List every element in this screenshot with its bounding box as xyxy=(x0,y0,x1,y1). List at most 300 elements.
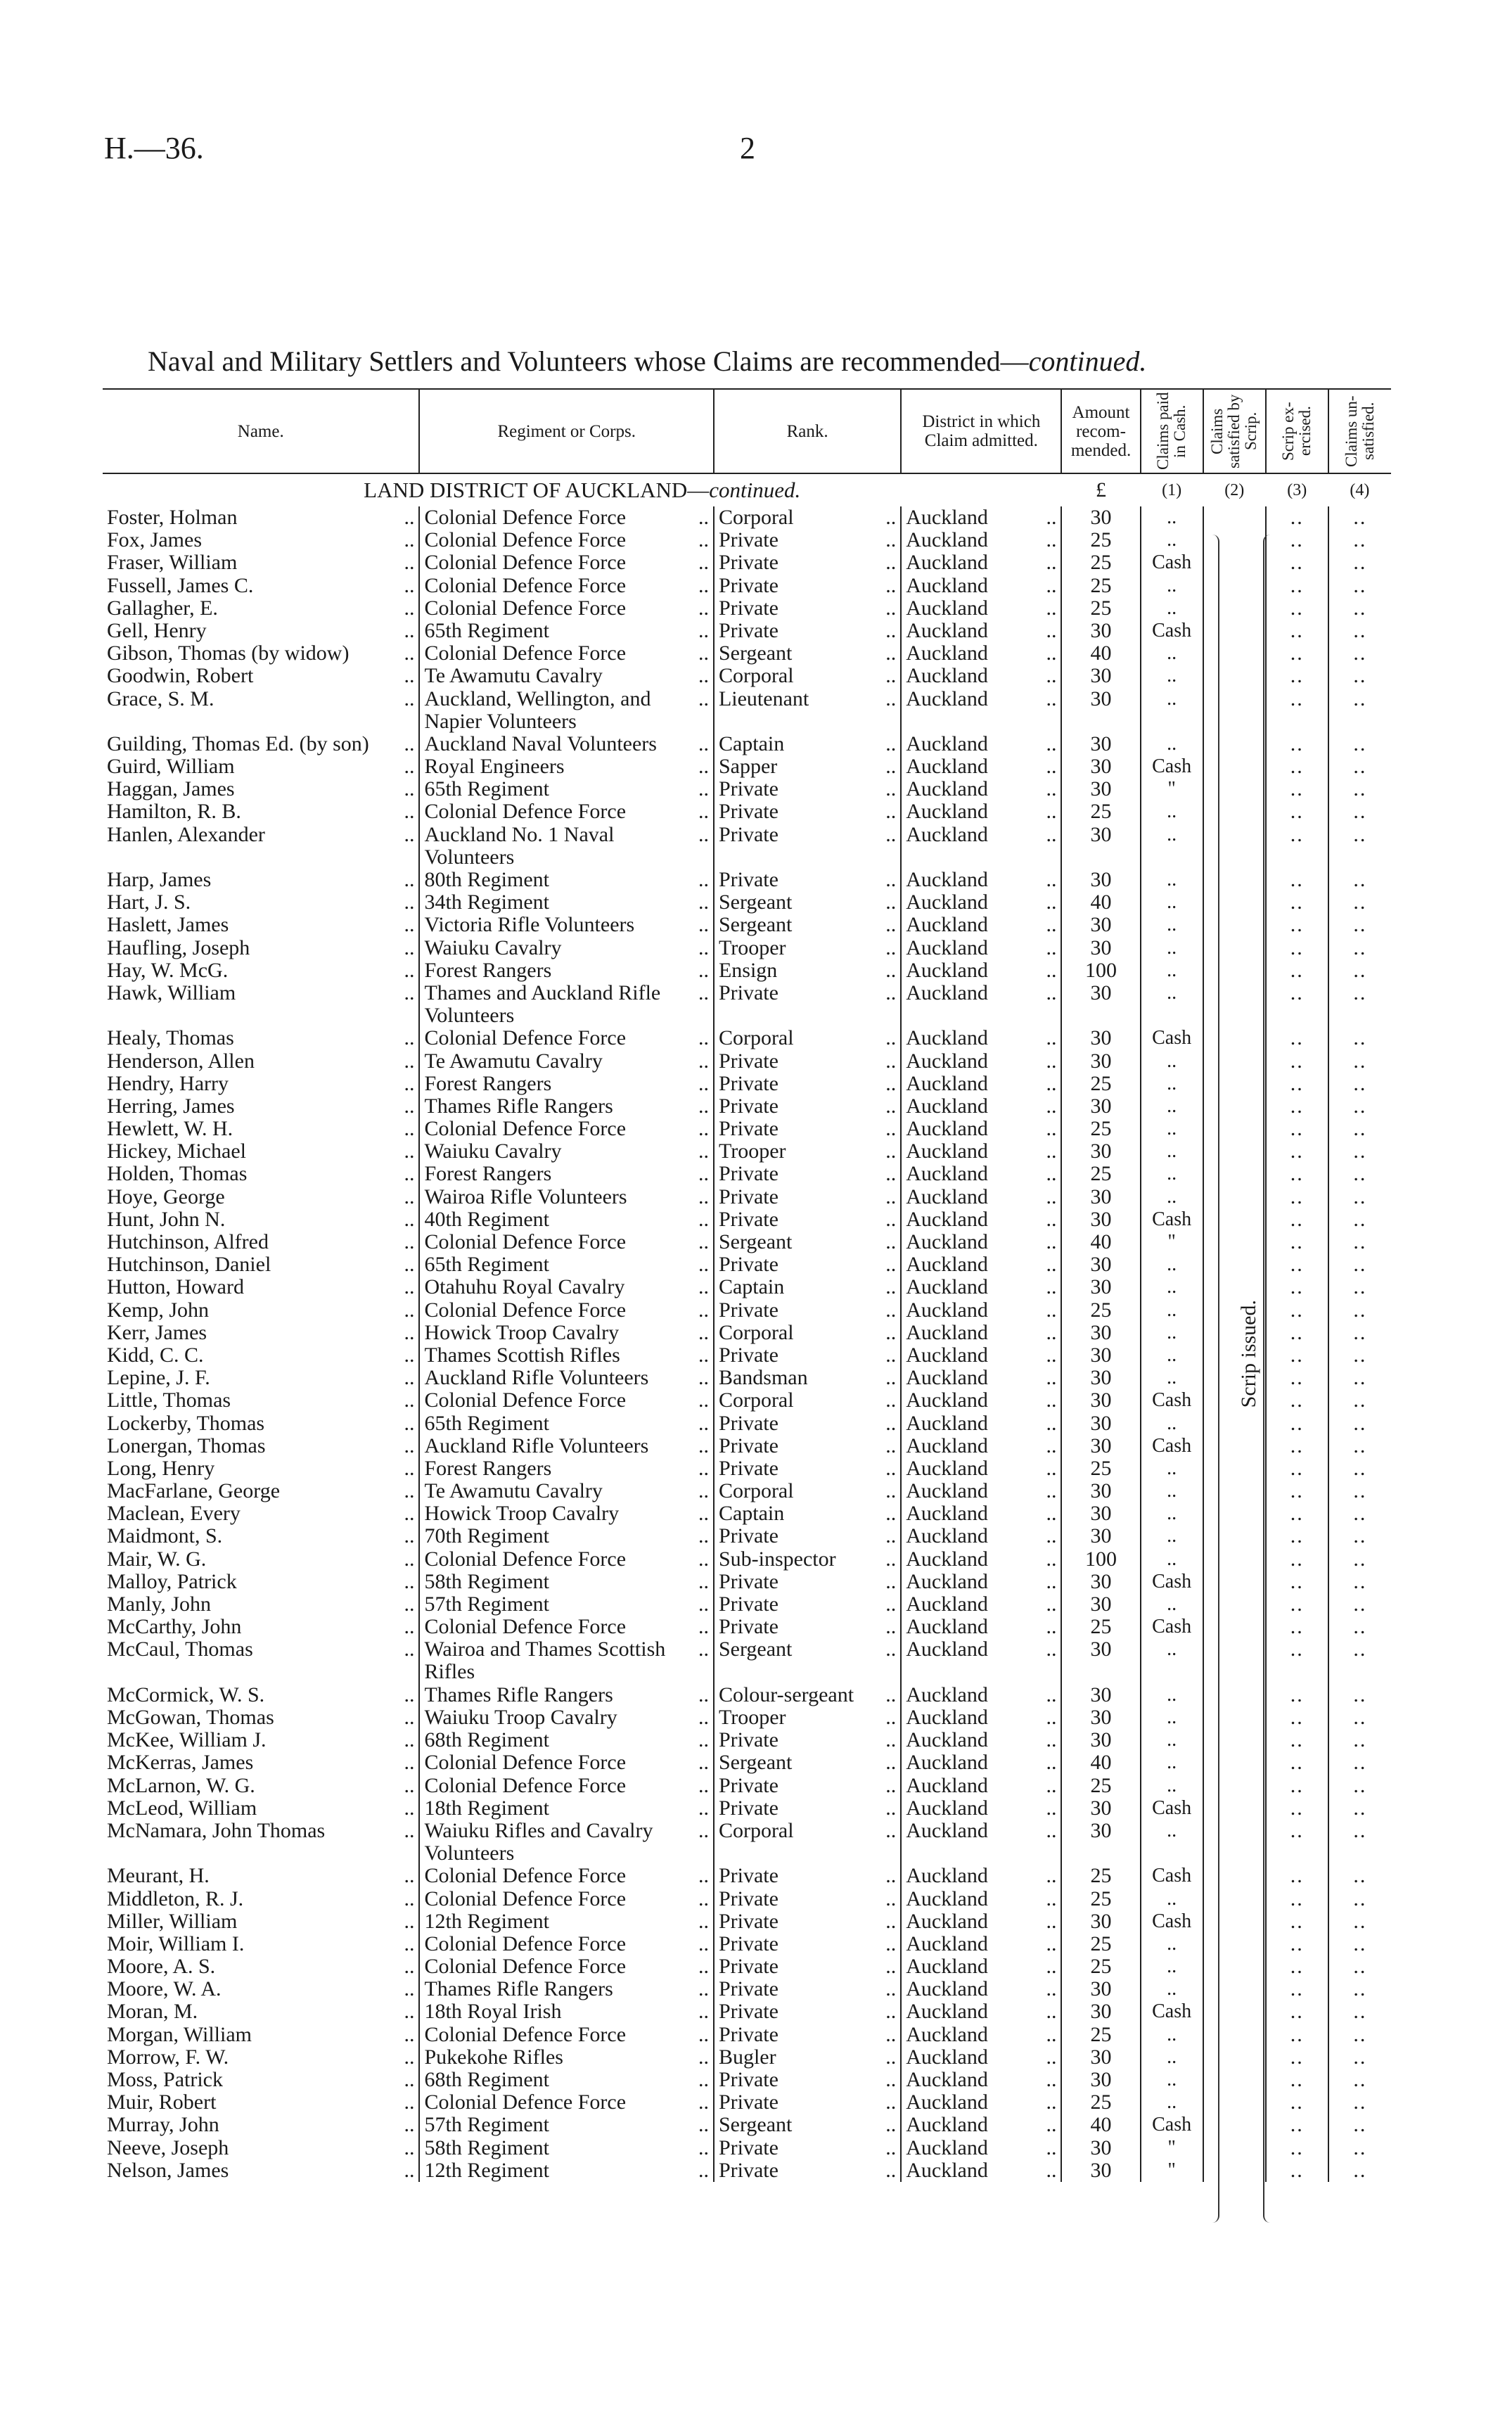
cell-name-leader: .. xyxy=(404,574,415,597)
cell-regiment-text: Howick Troop Cavalry xyxy=(424,1502,620,1526)
cell-rank-leader: .. xyxy=(885,2000,897,2024)
cell-regiment-leader: .. xyxy=(698,619,709,642)
cell-regiment-leader: .. xyxy=(698,1796,709,1820)
cell-unsatisfied: .. xyxy=(1328,1412,1391,1435)
cell-cash: Cash xyxy=(1141,1571,1203,1593)
cell-name-leader: .. xyxy=(404,2114,415,2137)
cell-cash: Cash xyxy=(1141,755,1203,778)
cell-district-leader: .. xyxy=(1046,800,1057,824)
cell-rank-content xyxy=(719,1186,896,1208)
cell-district-text: Auckland xyxy=(906,1910,988,1933)
table-row xyxy=(103,937,1391,959)
cell-district-leader: .. xyxy=(1046,1389,1057,1412)
cell-district-leader: .. xyxy=(1046,959,1057,982)
cell-rank-content xyxy=(719,2046,896,2069)
cell-district-leader: .. xyxy=(1046,1978,1057,2001)
cell-rank xyxy=(714,597,901,620)
cell-cash: .. xyxy=(1141,2024,1203,2046)
cell-rank-leader: .. xyxy=(885,800,897,824)
cell-cash: Cash xyxy=(1141,2114,1203,2136)
cell-cash: .. xyxy=(1141,665,1203,687)
cell-name-text: Hawk, William xyxy=(107,981,236,1004)
cell-name-text: Gibson, Thomas (by widow) xyxy=(107,642,350,665)
cell-unsatisfied: .. xyxy=(1328,575,1391,597)
cell-unsatisfied: .. xyxy=(1328,1073,1391,1095)
cell-cash: .. xyxy=(1141,642,1203,665)
cell-district-content xyxy=(906,1186,1056,1208)
cell-name-text: Moran, M. xyxy=(107,2000,198,2024)
cell-district-text: Auckland xyxy=(906,1367,988,1390)
cell-name-text: McCormick, W. S. xyxy=(107,1683,265,1706)
cell-cash: Cash xyxy=(1141,551,1203,574)
cell-district-leader: .. xyxy=(1046,2159,1057,2182)
cell-rank-text: Sergeant xyxy=(718,642,793,665)
cell-regiment-text: Colonial Defence Force xyxy=(424,506,627,529)
section-title-text: LAND DISTRICT OF AUCKLAND— xyxy=(364,478,710,502)
cell-rank xyxy=(714,1050,901,1073)
cell-name-content xyxy=(107,575,414,597)
cell-name xyxy=(103,2000,419,2023)
cell-regiment-content xyxy=(424,2046,708,2069)
cell-district-content xyxy=(906,2046,1056,2069)
scrip-issued-note xyxy=(1229,1280,1269,1428)
cell-regiment-content xyxy=(424,1706,708,1729)
cell-district-content xyxy=(906,1027,1056,1049)
cell-regiment xyxy=(419,1163,713,1185)
col-header-cash xyxy=(1141,389,1203,473)
cell-rank-leader: .. xyxy=(885,1729,897,1752)
cell-cash: .. xyxy=(1141,1820,1203,1865)
cell-cash: " xyxy=(1141,778,1203,800)
cell-regiment-leader: .. xyxy=(698,1298,709,1322)
cell-rank-leader: .. xyxy=(885,1253,897,1277)
cell-name xyxy=(103,733,419,755)
cell-unsatisfied: .. xyxy=(1328,1253,1391,1276)
cell-district xyxy=(901,1457,1061,1480)
cell-district-content xyxy=(906,1706,1056,1729)
cell-unsatisfied: .. xyxy=(1328,1367,1391,1389)
cell-regiment-text: 65th Regiment xyxy=(424,1253,549,1277)
cell-rank-text: Private xyxy=(718,551,779,575)
cell-rank-text: Corporal xyxy=(718,1321,794,1344)
cell-name-content xyxy=(107,2091,414,2114)
cell-unsatisfied: .. xyxy=(1328,688,1391,733)
cell-district-leader: .. xyxy=(1046,1185,1057,1208)
cell-exercised: .. xyxy=(1266,2069,1328,2091)
table-row xyxy=(103,1457,1391,1480)
cell-regiment-content xyxy=(424,1118,708,1140)
cell-rank xyxy=(714,1888,901,1910)
cell-district-leader: .. xyxy=(1046,1140,1057,1163)
cell-rank xyxy=(714,1140,901,1163)
cell-name-leader: .. xyxy=(404,1525,415,1548)
cell-amount: 25 xyxy=(1061,529,1140,551)
cell-amount: 30 xyxy=(1061,688,1140,733)
cell-rank-leader: .. xyxy=(885,1072,897,1095)
cell-district xyxy=(901,2000,1061,2023)
cell-rank-text: Private xyxy=(718,800,779,824)
cell-regiment xyxy=(419,937,713,959)
cell-rank-leader: .. xyxy=(885,2023,897,2046)
cell-name xyxy=(103,2137,419,2159)
cell-rank xyxy=(714,891,901,914)
cell-exercised: .. xyxy=(1266,1616,1328,1638)
cell-rank-content xyxy=(719,914,896,936)
cell-district-text: Auckland xyxy=(906,619,988,642)
cell-cash: Cash xyxy=(1141,1865,1203,1887)
cell-district-leader: .. xyxy=(1046,1706,1057,1729)
cell-name-leader: .. xyxy=(404,1887,415,1910)
cell-name xyxy=(103,1073,419,1095)
cell-rank-leader: .. xyxy=(885,1525,897,1548)
col-header-cash-label: Claims paid in Cash. xyxy=(1154,392,1189,471)
cell-regiment-content xyxy=(424,1480,708,1502)
cell-amount: 25 xyxy=(1061,575,1140,597)
table-row xyxy=(103,529,1391,551)
cell-regiment-content xyxy=(424,1593,708,1616)
cell-rank xyxy=(714,982,901,1027)
cell-regiment xyxy=(419,575,713,597)
cell-rank xyxy=(714,778,901,800)
cell-name-content xyxy=(107,1457,414,1480)
cell-name-content xyxy=(107,891,414,914)
cell-regiment-content xyxy=(424,1276,708,1298)
cell-amount: 40 xyxy=(1061,891,1140,914)
cell-regiment-text: Auckland, Wellington, and Napier Volunteers xyxy=(424,687,651,733)
cell-name-content xyxy=(107,1231,414,1253)
cell-regiment-text: Waiuku Cavalry xyxy=(424,1140,562,1163)
cell-regiment-text: Colonial Defence Force xyxy=(424,1932,627,1955)
cell-regiment xyxy=(419,1820,713,1865)
cell-district-leader: .. xyxy=(1046,1457,1057,1480)
cell-rank-text: Private xyxy=(718,619,779,642)
cell-district-leader: .. xyxy=(1046,755,1057,779)
cell-district-content xyxy=(906,1933,1056,1955)
cell-rank-content xyxy=(719,1095,896,1118)
cell-amount: 30 xyxy=(1061,1435,1140,1457)
cell-district-leader: .. xyxy=(1046,2023,1057,2046)
cell-exercised: .. xyxy=(1266,1412,1328,1435)
cell-exercised: .. xyxy=(1266,937,1328,959)
cell-rank-text: Sergeant xyxy=(718,914,793,937)
cell-regiment-text: 18th Royal Irish xyxy=(424,2000,562,2024)
cell-unsatisfied: .. xyxy=(1328,2046,1391,2069)
cell-name-text: Hunt, John N. xyxy=(107,1208,226,1231)
cell-amount: 25 xyxy=(1061,1888,1140,1910)
claims-table xyxy=(103,388,1391,2182)
cell-unsatisfied: .. xyxy=(1328,1797,1391,1820)
cell-amount: 30 xyxy=(1061,1480,1140,1502)
cell-district-leader: .. xyxy=(1046,529,1057,552)
cell-name-text: Henderson, Allen xyxy=(107,1049,255,1073)
cell-rank-text: Private xyxy=(718,1298,779,1322)
cell-name-leader: .. xyxy=(404,1276,415,1299)
cell-rank-leader: .. xyxy=(885,959,897,982)
cell-exercised: .. xyxy=(1266,597,1328,620)
cell-rank-content xyxy=(719,891,896,914)
cell-unsatisfied: .. xyxy=(1328,1865,1391,1887)
cell-name-content xyxy=(107,1593,414,1616)
cell-regiment-content xyxy=(424,1412,708,1435)
cell-regiment-text: Colonial Defence Force xyxy=(424,1616,627,1639)
cell-exercised: .. xyxy=(1266,1933,1328,1955)
cell-rank-leader: .. xyxy=(885,1547,897,1571)
cell-regiment-content xyxy=(424,2069,708,2091)
cell-exercised: .. xyxy=(1266,1027,1328,1049)
cell-amount: 30 xyxy=(1061,1571,1140,1593)
cell-district-text: Auckland xyxy=(906,1140,988,1163)
cell-amount: 30 xyxy=(1061,824,1140,869)
cell-name-text: Moss, Patrick xyxy=(107,2069,223,2092)
cell-exercised: .. xyxy=(1266,1050,1328,1073)
cell-name-content xyxy=(107,755,414,778)
table-row xyxy=(103,1389,1391,1412)
cell-exercised: .. xyxy=(1266,506,1328,529)
cell-regiment-leader: .. xyxy=(698,1910,709,1933)
cell-exercised: .. xyxy=(1266,914,1328,936)
subcol-label-1: (1) xyxy=(1162,481,1182,499)
cell-name xyxy=(103,1729,419,1751)
cell-regiment-text: Colonial Defence Force xyxy=(424,1955,627,1979)
cell-regiment-leader: .. xyxy=(698,1570,709,1593)
cell-regiment-leader: .. xyxy=(698,1253,709,1277)
cell-name xyxy=(103,575,419,597)
cell-exercised: .. xyxy=(1266,1684,1328,1706)
cell-regiment-leader: .. xyxy=(698,574,709,597)
cell-exercised: .. xyxy=(1266,1299,1328,1322)
cell-rank-content xyxy=(719,665,896,687)
cell-name-text: Lepine, J. F. xyxy=(107,1367,210,1390)
cell-regiment xyxy=(419,959,713,982)
cell-exercised: .. xyxy=(1266,2114,1328,2136)
cell-name-content xyxy=(107,1253,414,1276)
cell-name-text: Meurant, H. xyxy=(107,1865,210,1888)
cell-name-text: McCarthy, John xyxy=(107,1616,242,1639)
cell-rank-text: Corporal xyxy=(718,665,794,688)
cell-name xyxy=(103,937,419,959)
cell-district xyxy=(901,620,1061,642)
cell-exercised: .. xyxy=(1266,2000,1328,2023)
cell-exercised: .. xyxy=(1266,1118,1328,1140)
cell-name xyxy=(103,551,419,574)
cell-district-text: Auckland xyxy=(906,506,988,529)
cell-name-leader: .. xyxy=(404,869,415,892)
cell-rank xyxy=(714,1457,901,1480)
cell-rank xyxy=(714,824,901,869)
cell-name xyxy=(103,1775,419,1797)
cell-regiment-text: Pukekohe Rifles xyxy=(424,2045,563,2069)
cell-cash: Cash xyxy=(1141,1910,1203,1933)
cell-name-content xyxy=(107,1706,414,1729)
cell-name xyxy=(103,1140,419,1163)
cell-district-leader: .. xyxy=(1046,1208,1057,1231)
cell-district-content xyxy=(906,551,1056,574)
cell-district-text: Auckland xyxy=(906,1072,988,1095)
cell-name xyxy=(103,1027,419,1049)
cell-rank-leader: .. xyxy=(885,1570,897,1593)
cell-cash: .. xyxy=(1141,1775,1203,1797)
cell-rank-content xyxy=(719,937,896,959)
cell-name xyxy=(103,982,419,1027)
cell-exercised: .. xyxy=(1266,1865,1328,1887)
cell-regiment xyxy=(419,1480,713,1502)
cell-regiment-content xyxy=(424,1435,708,1457)
cell-rank-text: Corporal xyxy=(718,1480,794,1503)
cell-regiment-leader: .. xyxy=(698,755,709,779)
table-row xyxy=(103,1253,1391,1276)
cell-cash: .. xyxy=(1141,891,1203,914)
cell-name xyxy=(103,869,419,891)
cell-regiment-content xyxy=(424,1186,708,1208)
cell-district xyxy=(901,2114,1061,2136)
cell-unsatisfied: .. xyxy=(1328,1955,1391,1978)
subcol-label-2: (2) xyxy=(1224,481,1245,499)
cell-amount: 25 xyxy=(1061,1163,1140,1185)
cell-regiment-leader: .. xyxy=(698,2045,709,2069)
cell-cash: .. xyxy=(1141,529,1203,551)
cell-district-text: Auckland xyxy=(906,1343,988,1367)
cell-district-content xyxy=(906,665,1056,687)
cell-rank-content xyxy=(719,1775,896,1797)
cell-regiment xyxy=(419,1751,713,1774)
cell-regiment-leader: .. xyxy=(698,665,709,688)
cell-exercised: .. xyxy=(1266,1775,1328,1797)
cell-rank-text: Sapper xyxy=(718,755,778,779)
cell-district xyxy=(901,1571,1061,1593)
cell-name-text: Lonergan, Thomas xyxy=(107,1434,266,1457)
cell-rank-content xyxy=(719,2024,896,2046)
cell-district-content xyxy=(906,2114,1056,2136)
cell-district-content xyxy=(906,1276,1056,1298)
cell-name-text: Middleton, R. J. xyxy=(107,1887,244,1910)
cell-unsatisfied: .. xyxy=(1328,1978,1391,2000)
cell-district-content xyxy=(906,2137,1056,2159)
cell-rank-content xyxy=(719,982,896,1004)
cell-cash: .. xyxy=(1141,1638,1203,1683)
cell-district xyxy=(901,2069,1061,2091)
cell-exercised: .. xyxy=(1266,1797,1328,1820)
cell-regiment-leader: .. xyxy=(698,687,709,710)
cell-unsatisfied: .. xyxy=(1328,1910,1391,1933)
cell-regiment-text: Forest Rangers xyxy=(424,959,552,982)
cell-district xyxy=(901,1706,1061,1729)
cell-district-content xyxy=(906,1163,1056,1185)
cell-amount: 25 xyxy=(1061,1775,1140,1797)
cell-regiment xyxy=(419,1389,713,1412)
cell-unsatisfied: .. xyxy=(1328,1344,1391,1367)
cell-name-content xyxy=(107,1910,414,1933)
cell-cash: .. xyxy=(1141,1050,1203,1073)
cell-rank xyxy=(714,575,901,597)
cell-regiment xyxy=(419,1299,713,1322)
cell-regiment-content xyxy=(424,982,708,1027)
cell-regiment xyxy=(419,1253,713,1276)
cell-name-leader: .. xyxy=(404,778,415,801)
cell-rank xyxy=(714,1480,901,1502)
cell-rank xyxy=(714,733,901,755)
table-row xyxy=(103,733,1391,755)
cell-cash: .. xyxy=(1141,1706,1203,1729)
cell-name-text: Hart, J. S. xyxy=(107,891,191,914)
cell-unsatisfied: .. xyxy=(1328,1480,1391,1502)
cell-regiment-content xyxy=(424,1073,708,1095)
cell-district-content xyxy=(906,1140,1056,1163)
cell-rank-leader: .. xyxy=(885,755,897,779)
cell-amount: 30 xyxy=(1061,1797,1140,1820)
cell-rank-leader: .. xyxy=(885,891,897,914)
cell-regiment-content xyxy=(424,1684,708,1706)
cell-name-leader: .. xyxy=(404,1208,415,1231)
cell-name-content xyxy=(107,937,414,959)
cell-amount: 30 xyxy=(1061,2137,1140,2159)
cell-name-leader: .. xyxy=(404,687,415,710)
cell-unsatisfied: .. xyxy=(1328,869,1391,891)
cell-rank xyxy=(714,1571,901,1593)
cell-rank-leader: .. xyxy=(885,1389,897,1412)
cell-rank xyxy=(714,1865,901,1887)
cell-amount: 30 xyxy=(1061,733,1140,755)
cell-district-leader: .. xyxy=(1046,2114,1057,2137)
cell-district xyxy=(901,1389,1061,1412)
table-row xyxy=(103,1367,1391,1389)
cell-district-leader: .. xyxy=(1046,1774,1057,1797)
cell-exercised: .. xyxy=(1266,1706,1328,1729)
cell-amount: 30 xyxy=(1061,2000,1140,2023)
cell-regiment xyxy=(419,1616,713,1638)
cell-regiment xyxy=(419,1344,713,1367)
cell-regiment-content xyxy=(424,1457,708,1480)
cell-unsatisfied: .. xyxy=(1328,1933,1391,1955)
cell-name-content xyxy=(107,1208,414,1231)
cell-amount: 30 xyxy=(1061,1322,1140,1344)
cell-district-text: Auckland xyxy=(906,1638,988,1661)
cell-district-leader: .. xyxy=(1046,1253,1057,1277)
cell-district-content xyxy=(906,1525,1056,1547)
cell-regiment-content xyxy=(424,1955,708,1978)
cell-district xyxy=(901,1367,1061,1389)
cell-rank-text: Private xyxy=(718,529,779,552)
cell-regiment-leader: .. xyxy=(698,936,709,959)
table-row xyxy=(103,891,1391,914)
cell-rank-content xyxy=(719,1706,896,1729)
cell-district-content xyxy=(906,1412,1056,1435)
cell-unsatisfied: .. xyxy=(1328,1050,1391,1073)
cell-cash: .. xyxy=(1141,914,1203,936)
table-row xyxy=(103,1684,1391,1706)
cell-district-text: Auckland xyxy=(906,1525,988,1548)
cell-district-text: Auckland xyxy=(906,1298,988,1322)
cell-district xyxy=(901,1729,1061,1751)
cell-rank-content xyxy=(719,869,896,891)
cell-amount: 30 xyxy=(1061,1820,1140,1865)
col-header-unsatisfied xyxy=(1328,389,1391,473)
cell-district-leader: .. xyxy=(1046,1072,1057,1095)
cell-district-leader: .. xyxy=(1046,642,1057,665)
cell-exercised: .. xyxy=(1266,1457,1328,1480)
cell-name-text: Hewlett, W. H. xyxy=(107,1118,233,1141)
cell-name-leader: .. xyxy=(404,1163,415,1186)
cell-regiment-leader: .. xyxy=(698,1118,709,1141)
cell-district-content xyxy=(906,1955,1056,1978)
cell-cash: .. xyxy=(1141,1367,1203,1389)
cell-regiment-text: Colonial Defence Force xyxy=(424,1231,627,1254)
cell-name-leader: .. xyxy=(404,642,415,665)
cell-district-content xyxy=(906,1253,1056,1276)
cell-district xyxy=(901,914,1061,936)
cell-rank-content xyxy=(719,1231,896,1253)
cell-amount: 30 xyxy=(1061,1050,1140,1073)
cell-amount: 25 xyxy=(1061,2024,1140,2046)
